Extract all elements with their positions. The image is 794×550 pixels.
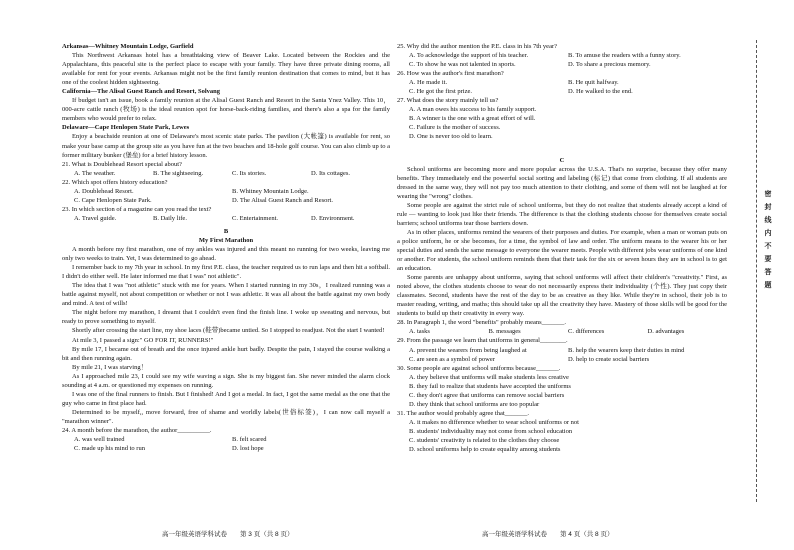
paragraph: Determined to be myself,, move forward, free of shame and worldly labels(世俗标签)，I can now call myself a "marathon winner". (62, 408, 390, 425)
option: D. To share a precious memory. (568, 61, 651, 69)
question-29-options (397, 355, 727, 364)
question-22-options (62, 196, 390, 205)
option: D. Its cottages. (311, 169, 350, 177)
margin-char: 答 (764, 268, 772, 276)
option: D. advantages (647, 328, 685, 336)
paragraph: School uniforms are becoming more and more popular across the U.S.A. That's no surprise, because they offer many benefits. They immediately end the powerful social sorting and labeling (标记) that come from clothing. If all students are dressed in the same way, they will not pay too much attention to their clothing, and some of them will not be laughed at for wearing the "wrong" clothes. (397, 165, 727, 200)
page-footer-left: 高一年级英语学科试卷 第 3 页（共 8 页） (162, 531, 294, 538)
paragraph: The idea that I was "not athletic" stuck with me for years. When I started running in my 30s，I realized running was a battle against myself, not about competition or whether or not I was athletic. It was all about the battle against my own body and mind. A test of wills! (62, 282, 390, 308)
question-24-options (62, 444, 390, 453)
option: D. He walked to the end. (568, 88, 633, 96)
margin-char: 不 (764, 242, 772, 250)
question-26-options (397, 87, 727, 96)
question-31: 31. The author would probably agree that_______. (397, 409, 530, 417)
option: A. was well trained (74, 436, 125, 444)
paragraph-delaware: Enjoy a beachside reunion at one of Delaware's most scenic state parks. The pavilion (大帐篷) is available for rent, so make your base camp at the group site as you have fun at the two beaches and 18-hole golf course. You can also climb up to a former military bunker (堡垒) for a brief history lesson. (62, 133, 390, 159)
option: B. The sightseeing. (153, 169, 204, 177)
paragraph: A month before my first marathon, one of my ankles was injured and this meant no running for two weeks, leaving me only two weeks to train. Yet, I was determined to go ahead. (62, 246, 390, 263)
option: C. students' creativity is related to the clothes they choose (409, 436, 560, 444)
option: A. To acknowledge the support of his teacher. (409, 52, 529, 60)
paragraph: I remember back to my 7th year in school. In my first P.E. class, the teacher required us to run laps and then hit a softball. I didn't do either well. He later informed me that I was" not athletic". (62, 264, 390, 281)
margin-char: 封 (764, 203, 772, 211)
section-label-c: C (559, 156, 565, 164)
paragraph: By mile 17, I became out of breath and the once injured ankle hurt badly. Despite the pain, I stayed the course walking a bit and then running again. (62, 345, 390, 362)
question-26: 26. How was the author's first marathon? (397, 70, 504, 78)
paragraph: At mile 3, I passed a sign:" GO FOR IT, RUNNERS!" (72, 336, 214, 344)
option: B. To amuse the readers with a funny story. (568, 52, 681, 60)
binding-cut-line (756, 40, 757, 502)
option: D. One is never too old to learn. (409, 133, 493, 141)
option: D. Environment. (311, 214, 355, 222)
option: D. lost hope (232, 445, 264, 453)
binding-margin-notice (762, 188, 774, 292)
question-21-options (62, 169, 390, 178)
margin-char: 要 (764, 255, 772, 263)
question-28-options (397, 327, 727, 336)
question-25-options (397, 51, 727, 60)
question-29: 29. From the passage we learn that uniforms in general________. (397, 337, 568, 345)
option: D. help to create social barriers (568, 355, 650, 363)
question-25: 25. Why did the author mention the P.E. class in his 7th year? (397, 43, 558, 50)
question-25-options (397, 60, 727, 69)
paragraph: Some parents are unhappy about uniforms, saying that school uniforms will affect their children's "creativity." First, as noted above, the clothes students choose to wear do not necessarily express their individuality (个性). They just copy their classmates. Second, students have the rest of the day to be as creative as they like. While they're in school, their job is to master reading, writing, and maths; this should take up all the creativity they have. Mastery of those skills will be good for the students to build up their creativity in every way. (397, 274, 727, 318)
question-21: 21. What is Doublehead Resort special about? (62, 160, 182, 168)
option: C. Entertainment. (232, 214, 279, 222)
question-27: 27. What does the story mainly tell us? (397, 97, 499, 105)
question-24: 24. A month before the marathon, the author__________. (62, 426, 212, 434)
section-heading-arkansas: Arkansas—Whitney Mountain Lodge, Garfield (62, 43, 194, 50)
option: C. Its stories. (232, 169, 267, 177)
question-28: 28. In Paragraph 1, the word "benefits" probably means_______. (397, 319, 567, 327)
option: C. made up his mind to run (74, 445, 145, 453)
question-29-options (397, 346, 727, 355)
margin-char: 内 (764, 229, 772, 237)
paragraph: By mile 21, I was starving！ (72, 363, 148, 371)
option: C. He got the first prize. (409, 88, 472, 96)
paragraph-california: If budget isn't an issue, book a family reunion at the Alisal Guest Ranch and Resort in the Santa Ynez Valley. This 10，000-acre cattle ranch (牧场) is the ideal reunion spot for horse-back-riding families, and there's also a spa for the family members who would prefer to relax. (62, 97, 390, 123)
question-26-options (397, 78, 727, 87)
option: A. A man owes his success to his family support. (409, 106, 537, 114)
paragraph: I was one of the final runners to finish. But I finished! And I got a medal. In fact, I got the same medal as the one that the guy who came in first place had. (62, 390, 390, 407)
option: D. they think that school uniforms are too popular (409, 400, 540, 408)
option: B. felt scared (232, 436, 267, 444)
option: B. Whitney Mountain Lodge. (232, 187, 309, 195)
option: B. Daily life. (153, 214, 187, 222)
question-22: 22. Which spot offers history education? (62, 178, 168, 186)
option: A. tasks (409, 328, 430, 336)
section-heading-delaware: Delaware—Cape Henlopen State Park, Lewes (62, 124, 190, 132)
option: A. it makes no difference whether to wear school uniforms or not (409, 418, 579, 426)
question-22-options (62, 187, 390, 196)
question-23-options (62, 214, 390, 223)
question-24-options (62, 435, 390, 444)
paragraph: Shortly after crossing the start line, my shoe laces (鞋带)became untied. So I stopped to readjust. Not the start I wanted! (72, 327, 385, 335)
option: B. A winner is the one with a great effort of will. (409, 115, 536, 123)
option: B. messages (488, 328, 521, 336)
margin-char: 密 (764, 190, 772, 198)
paragraph: As I approached mile 23, I could see my wife waving a sign. She is my biggest fan. She never minded the alarm clock sounding at 4 a.m. or questioned my expenses on running. (62, 372, 390, 389)
option: C. differences (568, 328, 605, 336)
section-label-b: B (223, 227, 229, 235)
option: D. school uniforms help to create equality among students (409, 446, 561, 454)
question-23: 23. In which section of a magazine can you read the text? (62, 205, 212, 213)
option: A. they believe that uniforms will make students less creative (409, 373, 569, 381)
option: A. The weather. (74, 169, 116, 177)
section-heading-california: California—The Alisal Guest Ranch and Resort, Solvang (62, 88, 221, 96)
option: C. Failure is the mother of success. (409, 124, 501, 132)
option: A. Travel guide. (74, 214, 117, 222)
margin-char: 线 (764, 216, 772, 224)
paragraph-arkansas: This Northwest Arkansas hotel has a breathtaking view of Beaver Lake. Located between the Rockies and the Appalachians, this peaceful site is the perfect place to escape with your family. They have three private dining rooms, all available for rent for your events. Arkansas might not be the first family reunion destination that comes to mind, but it has one of the coolest hidden sightseeing. (62, 52, 390, 87)
option: A. He made it. (409, 79, 448, 87)
page-footer-right: 高一年级英语学科试卷 第 4 页（共 8 页） (482, 531, 614, 538)
left-column (62, 42, 390, 453)
option: A. prevent the wearers from being laughed at (409, 346, 527, 354)
option: C. To show he was not talented in sports. (409, 61, 516, 69)
option: B. help the wearers keep their duties in mind (568, 346, 685, 354)
paragraph: Some people are against the strict rule of school uniforms, but they do not realize that students already accept a kind of rule — wanting to look just like their friends. The difference is that the clothing students choose for themselves create social barriers; school uniforms tear those barriers down. (397, 201, 727, 227)
option: B. He quit halfway. (568, 79, 619, 87)
paragraph: As in other places, uniforms remind the wearers of their purposes and duties. For example, when a man or woman puts on a police uniform, he or she becomes, for a time, the symbol of law and order. The uniform means to the wearer his or her special duties and sends the same message to everyone the wearer meets. People with different jobs wear uniforms of one kind or another. For students, the school uniform reminds them that their task for the six or seven hours they are in school is to get an education. (397, 228, 727, 273)
margin-char: 题 (764, 281, 772, 289)
question-30: 30. Some people are against school uniforms because_______. (397, 364, 561, 372)
option: C. are seen as a symbol of power (409, 355, 495, 363)
option: C. they don't agree that uniforms can remove social barriers (409, 391, 565, 399)
option: A. Doublehead Resort. (74, 187, 134, 195)
passage-title: My First Marathon (198, 236, 254, 244)
paragraph: The night before my marathon, I dreamt that I couldn't even find the finish line. I woke up sweating and nervous, but ready to prove something to myself. (62, 309, 390, 326)
option: B. students' individuality may not come from school education (409, 427, 573, 435)
option: D. The Alisal Guest Ranch and Resort. (232, 196, 333, 204)
option: B. they fail to realize that students have accepted the uniforms (409, 382, 571, 390)
option: C. Cape Henlopen State Park. (74, 196, 152, 204)
right-column (397, 42, 727, 454)
